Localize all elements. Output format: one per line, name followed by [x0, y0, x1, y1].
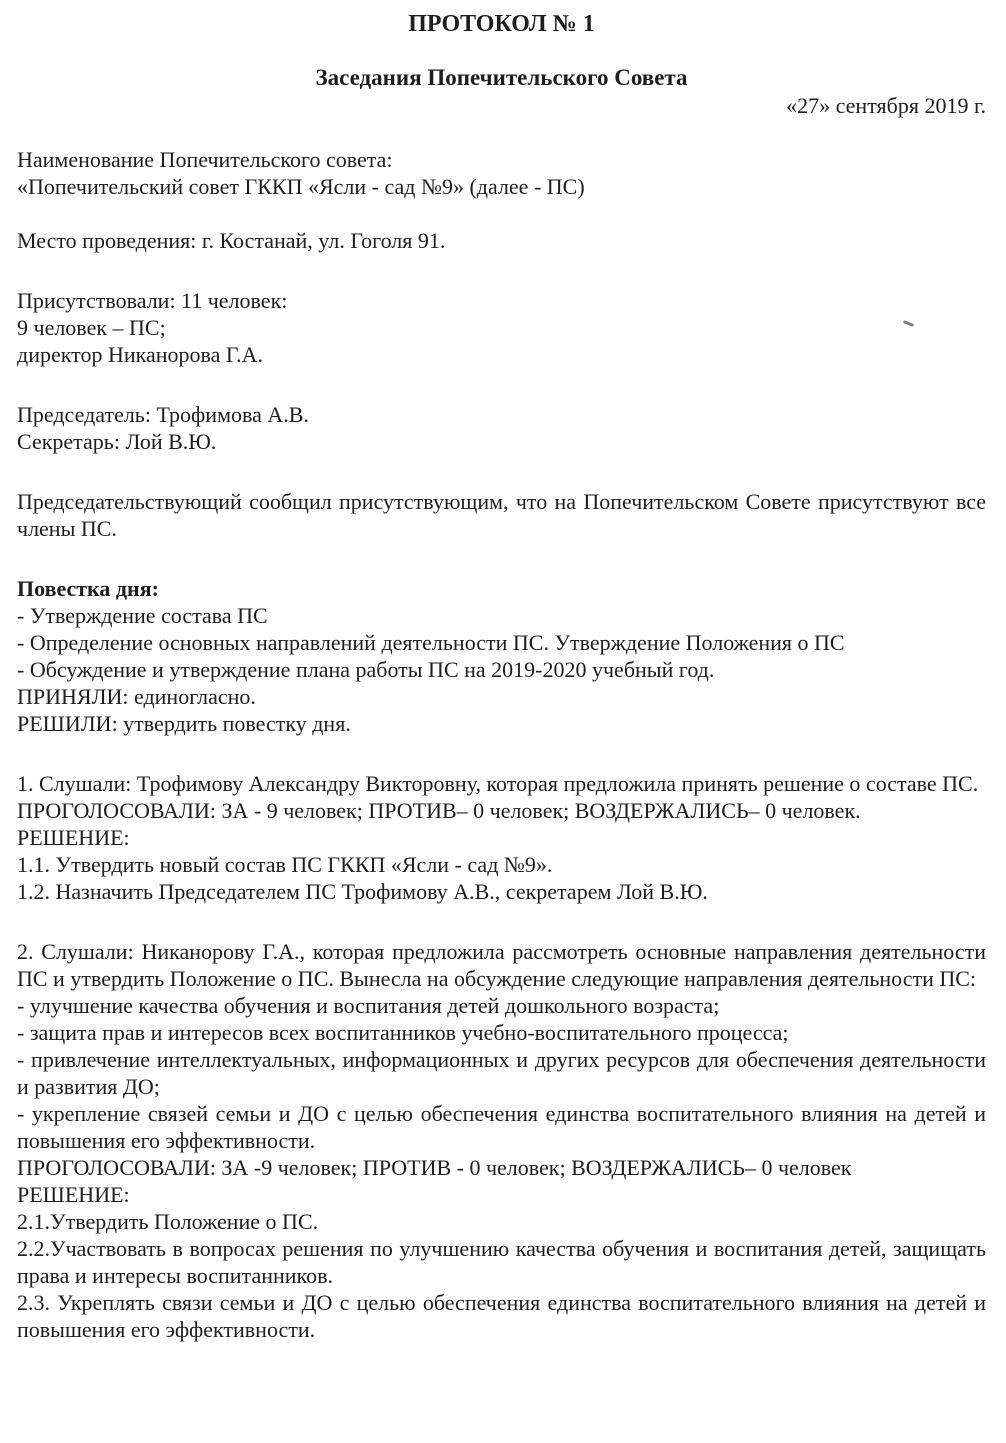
section2-decision-heading: РЕШЕНИЕ:: [17, 1182, 130, 1207]
attendees-heading: Присутствовали: 11 человек:: [17, 288, 288, 313]
section2-decision-item: 2.2.Участвовать в вопросах решения по улучшению качества обучения и воспитания детей, защищать права и интересы воспитанников.: [17, 1236, 986, 1288]
section1-votes-line: ПРОГОЛОСОВАЛИ: ЗА - 9 человек; ПРОТИВ– 0 человек; ВОЗДЕРЖАЛИСЬ– 0 человек.: [17, 798, 861, 823]
council-name-value: «Попечительский совет ГККП «Ясли - сад №9» (далее - ПС): [17, 174, 585, 199]
section2-decision-item: 2.1.Утвердить Положение о ПС.: [17, 1209, 319, 1234]
section2-direction-item: - защита прав и интересов всех воспитанников учебно-воспитательного процесса;: [17, 1020, 789, 1045]
attendees-line: 9 человек – ПС;: [17, 315, 166, 340]
document-date: «27» сентября 2019 г.: [786, 93, 986, 118]
announcement-paragraph: Председательствующий сообщил присутствующим, что на Попечительском Совете присутствуют все члены ПС.: [17, 489, 986, 541]
secretary-line: Секретарь: Лой В.Ю.: [17, 429, 217, 454]
attendees-line: директор Никанорова Г.А.: [17, 342, 263, 367]
agenda-heading: Повестка дня:: [17, 576, 159, 601]
agenda-accepted-line: ПРИНЯЛИ: единогласно.: [17, 684, 256, 709]
section2-heard-paragraph: 2. Слушали: Никанорову Г.А., которая предложила рассмотреть основные направления деятельности ПС и утвердить Положение о ПС. Вынесла на обсуждение следующие направления деятельности ПС:: [17, 939, 986, 991]
agenda-decided-line: РЕШИЛИ: утвердить повестку дня.: [17, 711, 351, 736]
council-name-label: Наименование Попечительского совета:: [17, 147, 393, 172]
meeting-location: Место проведения: г. Костанай, ул. Гоголя 91.: [17, 228, 446, 253]
section2-direction-item: - улучшение качества обучения и воспитания детей дошкольного возраста;: [17, 993, 720, 1018]
section1-decision-heading: РЕШЕНИЕ:: [17, 825, 130, 850]
agenda-item: - Обсуждение и утверждение плана работы ПС на 2019-2020 учебный год.: [17, 657, 715, 682]
agenda-item: - Определение основных направлений деятельности ПС. Утверждение Положения о ПС: [17, 630, 845, 655]
document-title: ПРОТОКОЛ № 1: [408, 11, 595, 37]
section2-direction-item: - укрепление связей семьи и ДО с целью обеспечения единства воспитательного влияния на детей и повышения его эффективности.: [17, 1101, 986, 1153]
section2-direction-item: - привлечение интеллектуальных, информационных и других ресурсов для обеспечения деятельности и развития ДО;: [17, 1047, 986, 1099]
section1-decision-item: 1.1. Утвердить новый состав ПС ГККП «Ясли - сад №9».: [17, 852, 553, 877]
section1-decision-item: 1.2. Назначить Председателем ПС Трофимову А.В., секретарем Лой В.Ю.: [17, 879, 708, 904]
document-subtitle: Заседания Попечительского Совета: [315, 65, 688, 90]
section2-votes-line: ПРОГОЛОСОВАЛИ: ЗА -9 человек; ПРОТИВ - 0 человек; ВОЗДЕРЖАЛИСЬ– 0 человек: [17, 1155, 852, 1180]
section2-decision-item: 2.3. Укреплять связи семьи и ДО с целью обеспечения единства воспитательного влияния на детей и повышения его эффективности.: [17, 1290, 986, 1342]
section1-heard-paragraph: 1. Слушали: Трофимову Александру Викторовну, которая предложила принять решение о составе ПС.: [17, 771, 979, 796]
agenda-item: - Утверждение состава ПС: [17, 603, 268, 628]
chairman-line: Председатель: Трофимова А.В.: [17, 402, 309, 427]
